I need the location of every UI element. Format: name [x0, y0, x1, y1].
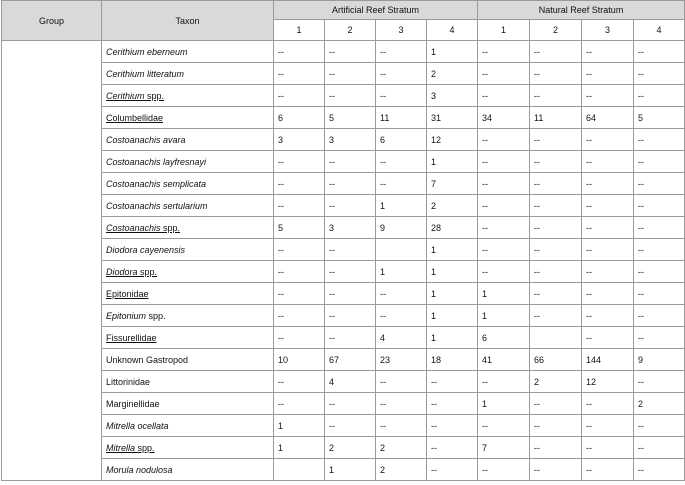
natural-value-3: --	[582, 63, 634, 85]
artificial-col-1: 1	[274, 20, 325, 41]
artificial-value-2: 3	[325, 217, 376, 239]
taxon-name: Diodora cayenensis	[106, 244, 186, 255]
natural-value-4: --	[634, 437, 685, 459]
natural-value-3: --	[582, 85, 634, 107]
taxon-header: Taxon	[102, 1, 274, 41]
natural-col-3: 3	[582, 20, 634, 41]
artificial-value-4: 18	[427, 349, 478, 371]
natural-value-1: 1	[478, 393, 530, 415]
artificial-value-2: --	[325, 151, 376, 173]
artificial-value-4: --	[427, 371, 478, 393]
taxon-cell	[102, 129, 274, 151]
artificial-value-2: --	[325, 85, 376, 107]
natural-value-3: --	[582, 437, 634, 459]
natural-value-2: --	[530, 151, 582, 173]
artificial-value-3: --	[376, 41, 427, 63]
artificial-col-2: 2	[325, 20, 376, 41]
natural-value-2: --	[530, 437, 582, 459]
artificial-value-3: 11	[376, 107, 427, 129]
natural-value-2: --	[530, 283, 582, 305]
group-cell	[2, 41, 102, 481]
artificial-value-1: --	[274, 41, 325, 63]
artificial-value-3: 23	[376, 349, 427, 371]
taxon-name: Unknown Gastropod	[106, 354, 189, 365]
natural-reef-header: Natural Reef Stratum	[478, 1, 685, 20]
taxon-suffix: spp.	[160, 222, 181, 233]
natural-value-2: 2	[530, 371, 582, 393]
natural-value-1: --	[478, 85, 530, 107]
natural-value-4: --	[634, 415, 685, 437]
artificial-value-3: 4	[376, 327, 427, 349]
artificial-value-4: 1	[427, 283, 478, 305]
artificial-value-4: 1	[427, 151, 478, 173]
artificial-value-1: --	[274, 173, 325, 195]
taxon-name: Cerithium litteratum	[106, 68, 185, 79]
natural-value-4: --	[634, 217, 685, 239]
natural-value-1: 1	[478, 305, 530, 327]
natural-value-1: --	[478, 371, 530, 393]
natural-value-3: --	[582, 195, 634, 217]
taxon-cell	[102, 261, 274, 283]
natural-col-2: 2	[530, 20, 582, 41]
artificial-value-4: 1	[427, 261, 478, 283]
artificial-value-2: --	[325, 63, 376, 85]
artificial-value-3: --	[376, 173, 427, 195]
table-row	[2, 239, 685, 261]
natural-value-4: --	[634, 173, 685, 195]
natural-value-2: --	[530, 239, 582, 261]
artificial-value-1	[274, 459, 325, 481]
artificial-value-1: 6	[274, 107, 325, 129]
artificial-value-2: --	[325, 239, 376, 261]
taxon-suffix: spp.	[137, 266, 158, 277]
table-row	[2, 107, 685, 129]
artificial-value-1: 5	[274, 217, 325, 239]
natural-value-4: --	[634, 63, 685, 85]
natural-value-1: --	[478, 239, 530, 261]
natural-value-4: --	[634, 41, 685, 63]
natural-value-2: --	[530, 393, 582, 415]
taxon-name: Mitrella ocellata	[106, 420, 169, 431]
natural-value-3: --	[582, 393, 634, 415]
natural-value-4: --	[634, 371, 685, 393]
artificial-value-2: --	[325, 41, 376, 63]
natural-col-1: 1	[478, 20, 530, 41]
natural-value-1: --	[478, 459, 530, 481]
artificial-value-1: --	[274, 393, 325, 415]
artificial-value-3: --	[376, 151, 427, 173]
table-body	[2, 41, 685, 481]
taxon-name: Epitonidae	[106, 288, 149, 299]
taxon-cell	[102, 173, 274, 195]
artificial-value-3: 2	[376, 437, 427, 459]
natural-value-4: --	[634, 305, 685, 327]
natural-value-3: --	[582, 217, 634, 239]
taxon-cell	[102, 415, 274, 437]
table-row	[2, 305, 685, 327]
taxon-cell	[102, 151, 274, 173]
taxon-name: Cerithium eberneum	[106, 46, 188, 57]
natural-value-3: --	[582, 327, 634, 349]
taxon-cell	[102, 327, 274, 349]
natural-value-3: --	[582, 261, 634, 283]
artificial-value-4: 1	[427, 305, 478, 327]
artificial-value-1: 1	[274, 437, 325, 459]
natural-value-2: 66	[530, 349, 582, 371]
natural-value-1: --	[478, 41, 530, 63]
taxon-cell	[102, 371, 274, 393]
artificial-value-4: 31	[427, 107, 478, 129]
natural-value-4: 9	[634, 349, 685, 371]
artificial-value-4: --	[427, 437, 478, 459]
taxon-genus: Diodora	[106, 266, 138, 277]
artificial-value-2: --	[325, 173, 376, 195]
taxon-name: Fissurellidae	[106, 332, 157, 343]
table-row	[2, 371, 685, 393]
natural-value-2	[530, 327, 582, 349]
taxon-genus: Epitonium	[106, 310, 147, 321]
artificial-value-4: 1	[427, 239, 478, 261]
artificial-value-2: 3	[325, 129, 376, 151]
natural-value-3: --	[582, 459, 634, 481]
natural-value-2: --	[530, 261, 582, 283]
taxon-name: Costoanachis sertularium	[106, 200, 208, 211]
natural-value-1: --	[478, 151, 530, 173]
artificial-col-4: 4	[427, 20, 478, 41]
artificial-value-3: --	[376, 393, 427, 415]
natural-value-3: --	[582, 129, 634, 151]
natural-value-1: --	[478, 217, 530, 239]
taxon-cell	[102, 459, 274, 481]
natural-value-4: --	[634, 283, 685, 305]
taxon-suffix: spp.	[146, 310, 166, 321]
natural-value-4: --	[634, 85, 685, 107]
table-row	[2, 129, 685, 151]
artificial-value-1: --	[274, 85, 325, 107]
artificial-value-3: --	[376, 305, 427, 327]
artificial-value-1: --	[274, 327, 325, 349]
taxon-cell	[102, 195, 274, 217]
taxon-name: Columbellidae	[106, 112, 164, 123]
natural-value-1: --	[478, 415, 530, 437]
artificial-value-3: 6	[376, 129, 427, 151]
artificial-value-2: --	[325, 327, 376, 349]
natural-value-1: --	[478, 63, 530, 85]
artificial-value-1: --	[274, 261, 325, 283]
artificial-value-2: 5	[325, 107, 376, 129]
taxon-cell	[102, 41, 274, 63]
taxon-cell	[102, 217, 274, 239]
artificial-value-3: 2	[376, 459, 427, 481]
taxon-suffix: spp.	[144, 90, 165, 101]
artificial-value-1: --	[274, 195, 325, 217]
table-row	[2, 437, 685, 459]
natural-value-1: --	[478, 261, 530, 283]
natural-value-1: --	[478, 195, 530, 217]
artificial-reef-header: Artificial Reef Stratum	[274, 1, 478, 20]
taxon-genus: Mitrella	[106, 442, 136, 453]
artificial-value-2: --	[325, 283, 376, 305]
taxon-cell	[102, 349, 274, 371]
table-row	[2, 349, 685, 371]
artificial-value-1: 10	[274, 349, 325, 371]
artificial-value-1: 1	[274, 415, 325, 437]
natural-value-2: --	[530, 173, 582, 195]
taxon-cell	[102, 437, 274, 459]
artificial-value-3: --	[376, 415, 427, 437]
natural-value-2: --	[530, 195, 582, 217]
natural-value-1: 7	[478, 437, 530, 459]
artificial-value-2: --	[325, 415, 376, 437]
natural-value-4: 2	[634, 393, 685, 415]
artificial-value-3: 1	[376, 195, 427, 217]
taxon-name: Costoanachis layfresnayi	[106, 156, 207, 167]
artificial-value-2: --	[325, 195, 376, 217]
natural-value-4: --	[634, 195, 685, 217]
natural-value-2: --	[530, 129, 582, 151]
artificial-value-4: --	[427, 459, 478, 481]
artificial-value-2: --	[325, 393, 376, 415]
artificial-value-4: 28	[427, 217, 478, 239]
artificial-value-3: 9	[376, 217, 427, 239]
natural-value-4: --	[634, 459, 685, 481]
natural-value-3: 12	[582, 371, 634, 393]
taxon-genus: Costoanachis	[106, 222, 161, 233]
natural-value-1: --	[478, 173, 530, 195]
natural-value-3: --	[582, 151, 634, 173]
natural-value-2: --	[530, 415, 582, 437]
natural-value-2: 11	[530, 107, 582, 129]
artificial-value-2: --	[325, 305, 376, 327]
artificial-value-4: 1	[427, 41, 478, 63]
artificial-col-3: 3	[376, 20, 427, 41]
natural-value-2: --	[530, 63, 582, 85]
artificial-value-4: --	[427, 415, 478, 437]
taxon-cell	[102, 85, 274, 107]
taxon-cell	[102, 283, 274, 305]
table-row	[2, 283, 685, 305]
natural-value-4: 5	[634, 107, 685, 129]
natural-value-4: --	[634, 129, 685, 151]
table-row	[2, 327, 685, 349]
table-row	[2, 415, 685, 437]
taxon-cell	[102, 239, 274, 261]
table-row	[2, 151, 685, 173]
natural-value-3: --	[582, 415, 634, 437]
natural-value-3: --	[582, 173, 634, 195]
table-row	[2, 195, 685, 217]
artificial-value-4: 1	[427, 327, 478, 349]
artificial-value-1: --	[274, 63, 325, 85]
natural-value-3: 64	[582, 107, 634, 129]
artificial-value-4: 2	[427, 195, 478, 217]
natural-value-2: --	[530, 217, 582, 239]
artificial-value-1: --	[274, 305, 325, 327]
artificial-value-3: --	[376, 371, 427, 393]
natural-value-3: 144	[582, 349, 634, 371]
taxon-name: Morula nodulosa	[106, 464, 173, 475]
artificial-value-4: 3	[427, 85, 478, 107]
taxon-suffix: spp.	[135, 442, 155, 453]
artificial-value-1: --	[274, 151, 325, 173]
natural-value-4: --	[634, 261, 685, 283]
artificial-value-2: 2	[325, 437, 376, 459]
natural-value-4: --	[634, 151, 685, 173]
taxon-name: Littorinidae	[106, 376, 151, 387]
taxon-name: Marginellidae	[106, 398, 160, 409]
artificial-value-1: --	[274, 283, 325, 305]
natural-value-2: --	[530, 459, 582, 481]
natural-value-4: --	[634, 327, 685, 349]
artificial-value-2: --	[325, 261, 376, 283]
table-row	[2, 63, 685, 85]
taxon-cell	[102, 63, 274, 85]
table-row	[2, 41, 685, 63]
natural-value-1: 6	[478, 327, 530, 349]
natural-value-3: --	[582, 283, 634, 305]
table-row	[2, 85, 685, 107]
artificial-value-3	[376, 239, 427, 261]
taxon-genus: Cerithium	[106, 90, 145, 101]
table-row	[2, 217, 685, 239]
taxon-cell	[102, 305, 274, 327]
artificial-value-2: 67	[325, 349, 376, 371]
table-row	[2, 173, 685, 195]
natural-col-4: 4	[634, 20, 685, 41]
natural-value-2: --	[530, 41, 582, 63]
artificial-value-2: 1	[325, 459, 376, 481]
taxon-name: Costoanachis semplicata	[106, 178, 207, 189]
artificial-value-1: --	[274, 239, 325, 261]
artificial-value-2: 4	[325, 371, 376, 393]
artificial-value-3: --	[376, 85, 427, 107]
taxon-cell	[102, 107, 274, 129]
natural-value-3: --	[582, 239, 634, 261]
artificial-value-1: --	[274, 371, 325, 393]
taxon-name: Costoanachis avara	[106, 134, 186, 145]
artificial-value-1: 3	[274, 129, 325, 151]
natural-value-1: 1	[478, 283, 530, 305]
abundance-table	[1, 0, 685, 481]
group-header: Group	[2, 1, 102, 41]
natural-value-1: --	[478, 129, 530, 151]
natural-value-2: --	[530, 85, 582, 107]
artificial-value-3: --	[376, 283, 427, 305]
natural-value-3: --	[582, 305, 634, 327]
table-row	[2, 459, 685, 481]
artificial-value-3: 1	[376, 261, 427, 283]
table-row	[2, 261, 685, 283]
artificial-value-4: 12	[427, 129, 478, 151]
natural-value-1: 41	[478, 349, 530, 371]
table-row	[2, 393, 685, 415]
taxon-cell	[102, 393, 274, 415]
natural-value-2: --	[530, 305, 582, 327]
natural-value-4: --	[634, 239, 685, 261]
natural-value-3: --	[582, 41, 634, 63]
artificial-value-4: 2	[427, 63, 478, 85]
artificial-value-3: --	[376, 63, 427, 85]
natural-value-1: 34	[478, 107, 530, 129]
artificial-value-4: 7	[427, 173, 478, 195]
artificial-value-4: --	[427, 393, 478, 415]
